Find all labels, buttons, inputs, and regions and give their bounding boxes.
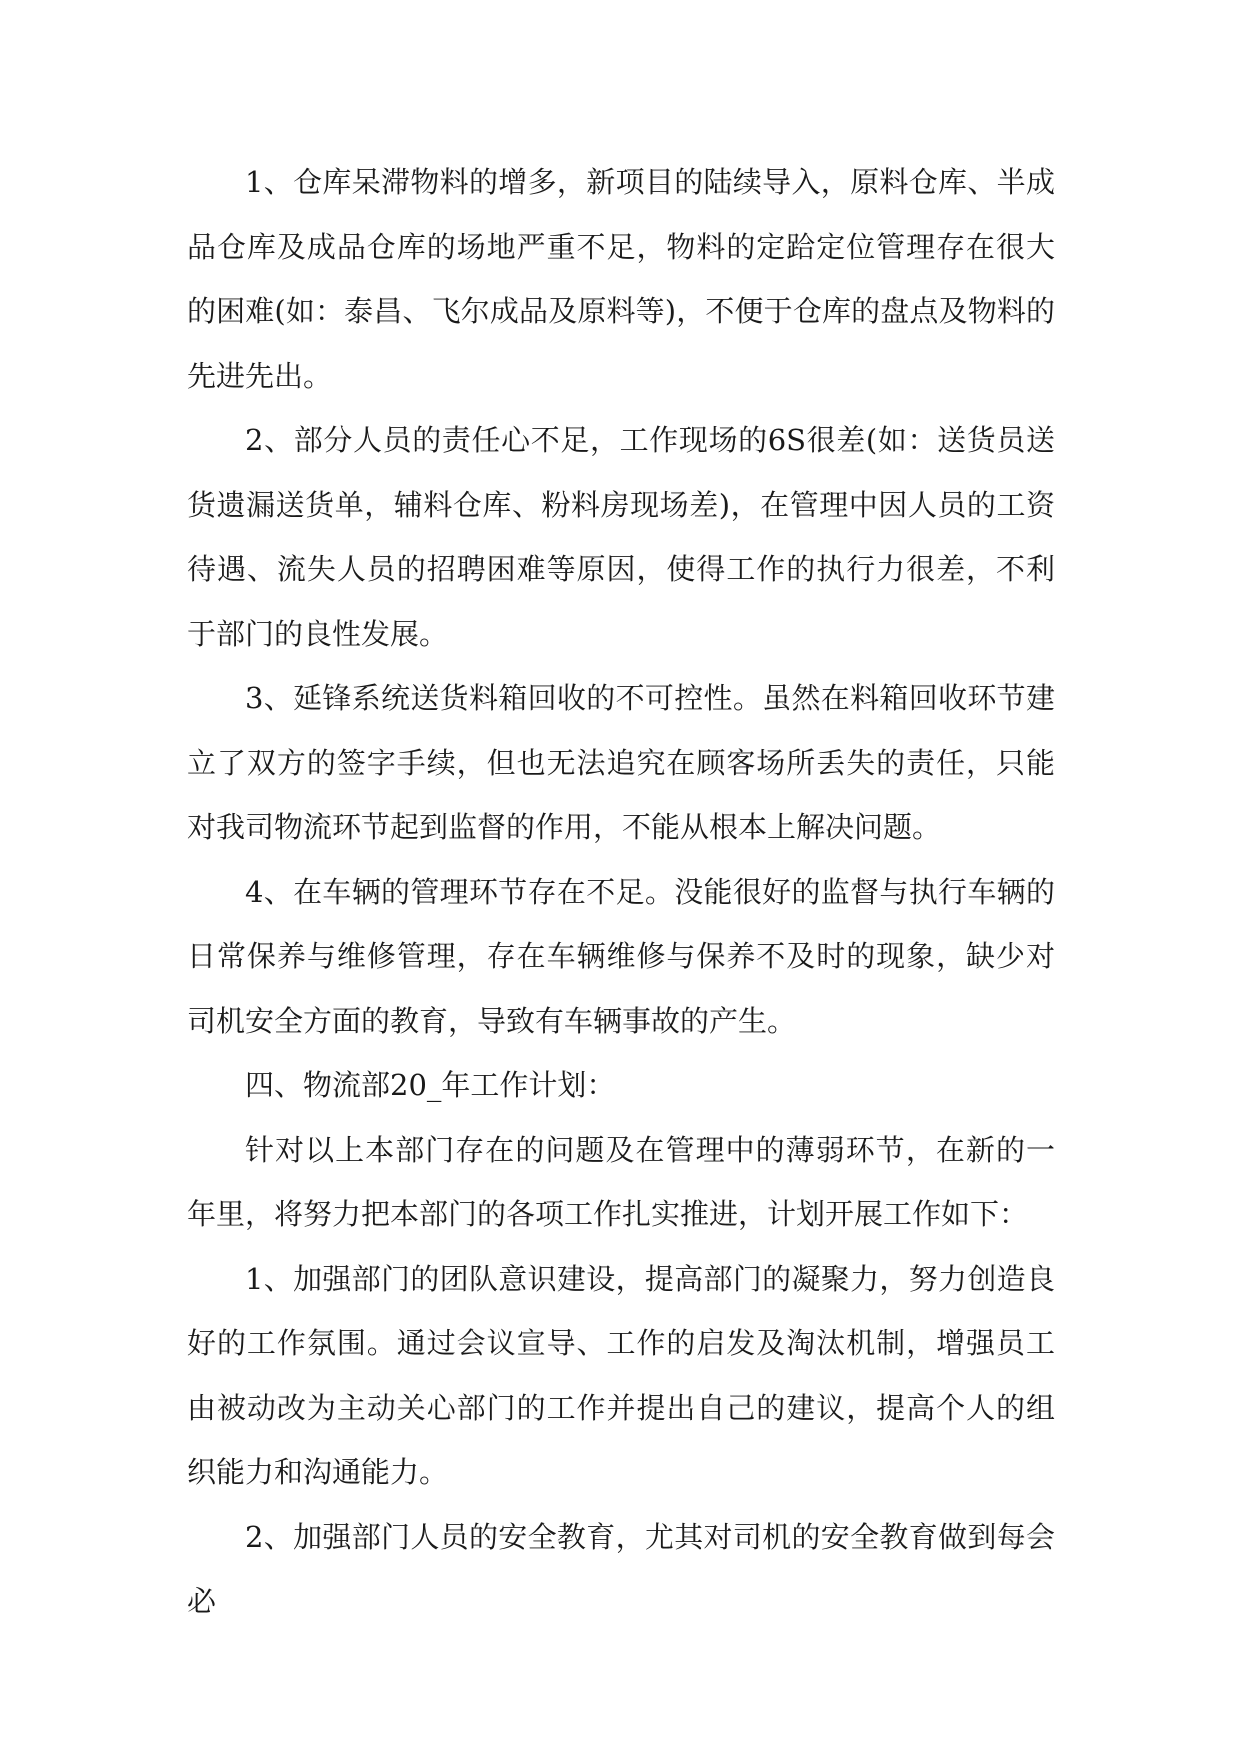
paragraph-plan-intro: 针对以上本部门存在的问题及在管理中的薄弱环节，在新的一年里，将努力把本部门的各项工作扎实推进，计划开展工作如下： xyxy=(187,1132,1055,1231)
paragraph-problem-1: 1、仓库呆滞物料的增多，新项目的陆续导入，原料仓库、半成品仓库及成品仓库的场地严重不足，物料的定跲定位管理存在很大的困难(如：泰昌、飞尔成品及原料等)，不便于仓库的盘点及物料的先进先出。 xyxy=(187,165,1055,393)
document-body xyxy=(187,150,1055,1634)
paragraph-problem-2: 2、部分人员的责任心不足，工作现场的6S很差(如：送货员送货遗漏送货单，辅料仓库、粉料房现场差)，在管理中因人员的工资待遇、流失人员的招聘困难等原因，使得工作的执行力很差，不利于部门的良性发展。 xyxy=(187,423,1055,651)
paragraph-plan-1: 1、加强部门的团队意识建设，提高部门的凝聚力，努力创造良好的工作氛围。通过会议宣导、工作的启发及淘汰机制，增强员工由被动改为主动关心部门的工作并提出自己的建议，提高个人的组织能力和沟通能力。 xyxy=(187,1261,1055,1489)
section-heading-plan: 四、物流部20_年工作计划： xyxy=(245,1068,616,1102)
paragraph-problem-3: 3、延锋系统送货料箱回收的不可控性。虽然在料箱回收环节建立了双方的签字手续，但也无法追究在顾客场所丢失的责任，只能对我司物流环节起到监督的作用，不能从根本上解决问题。 xyxy=(187,681,1055,844)
paragraph-plan-2: 2、加强部门人员的安全教育，尤其对司机的安全教育做到每会必 xyxy=(187,1519,1055,1618)
paragraph-problem-4: 4、在车辆的管理环节存在不足。没能很好的监督与执行车辆的日常保养与维修管理，存在车辆维修与保养不及时的现象，缺少对司机安全方面的教育，导致有车辆事故的产生。 xyxy=(187,874,1055,1038)
